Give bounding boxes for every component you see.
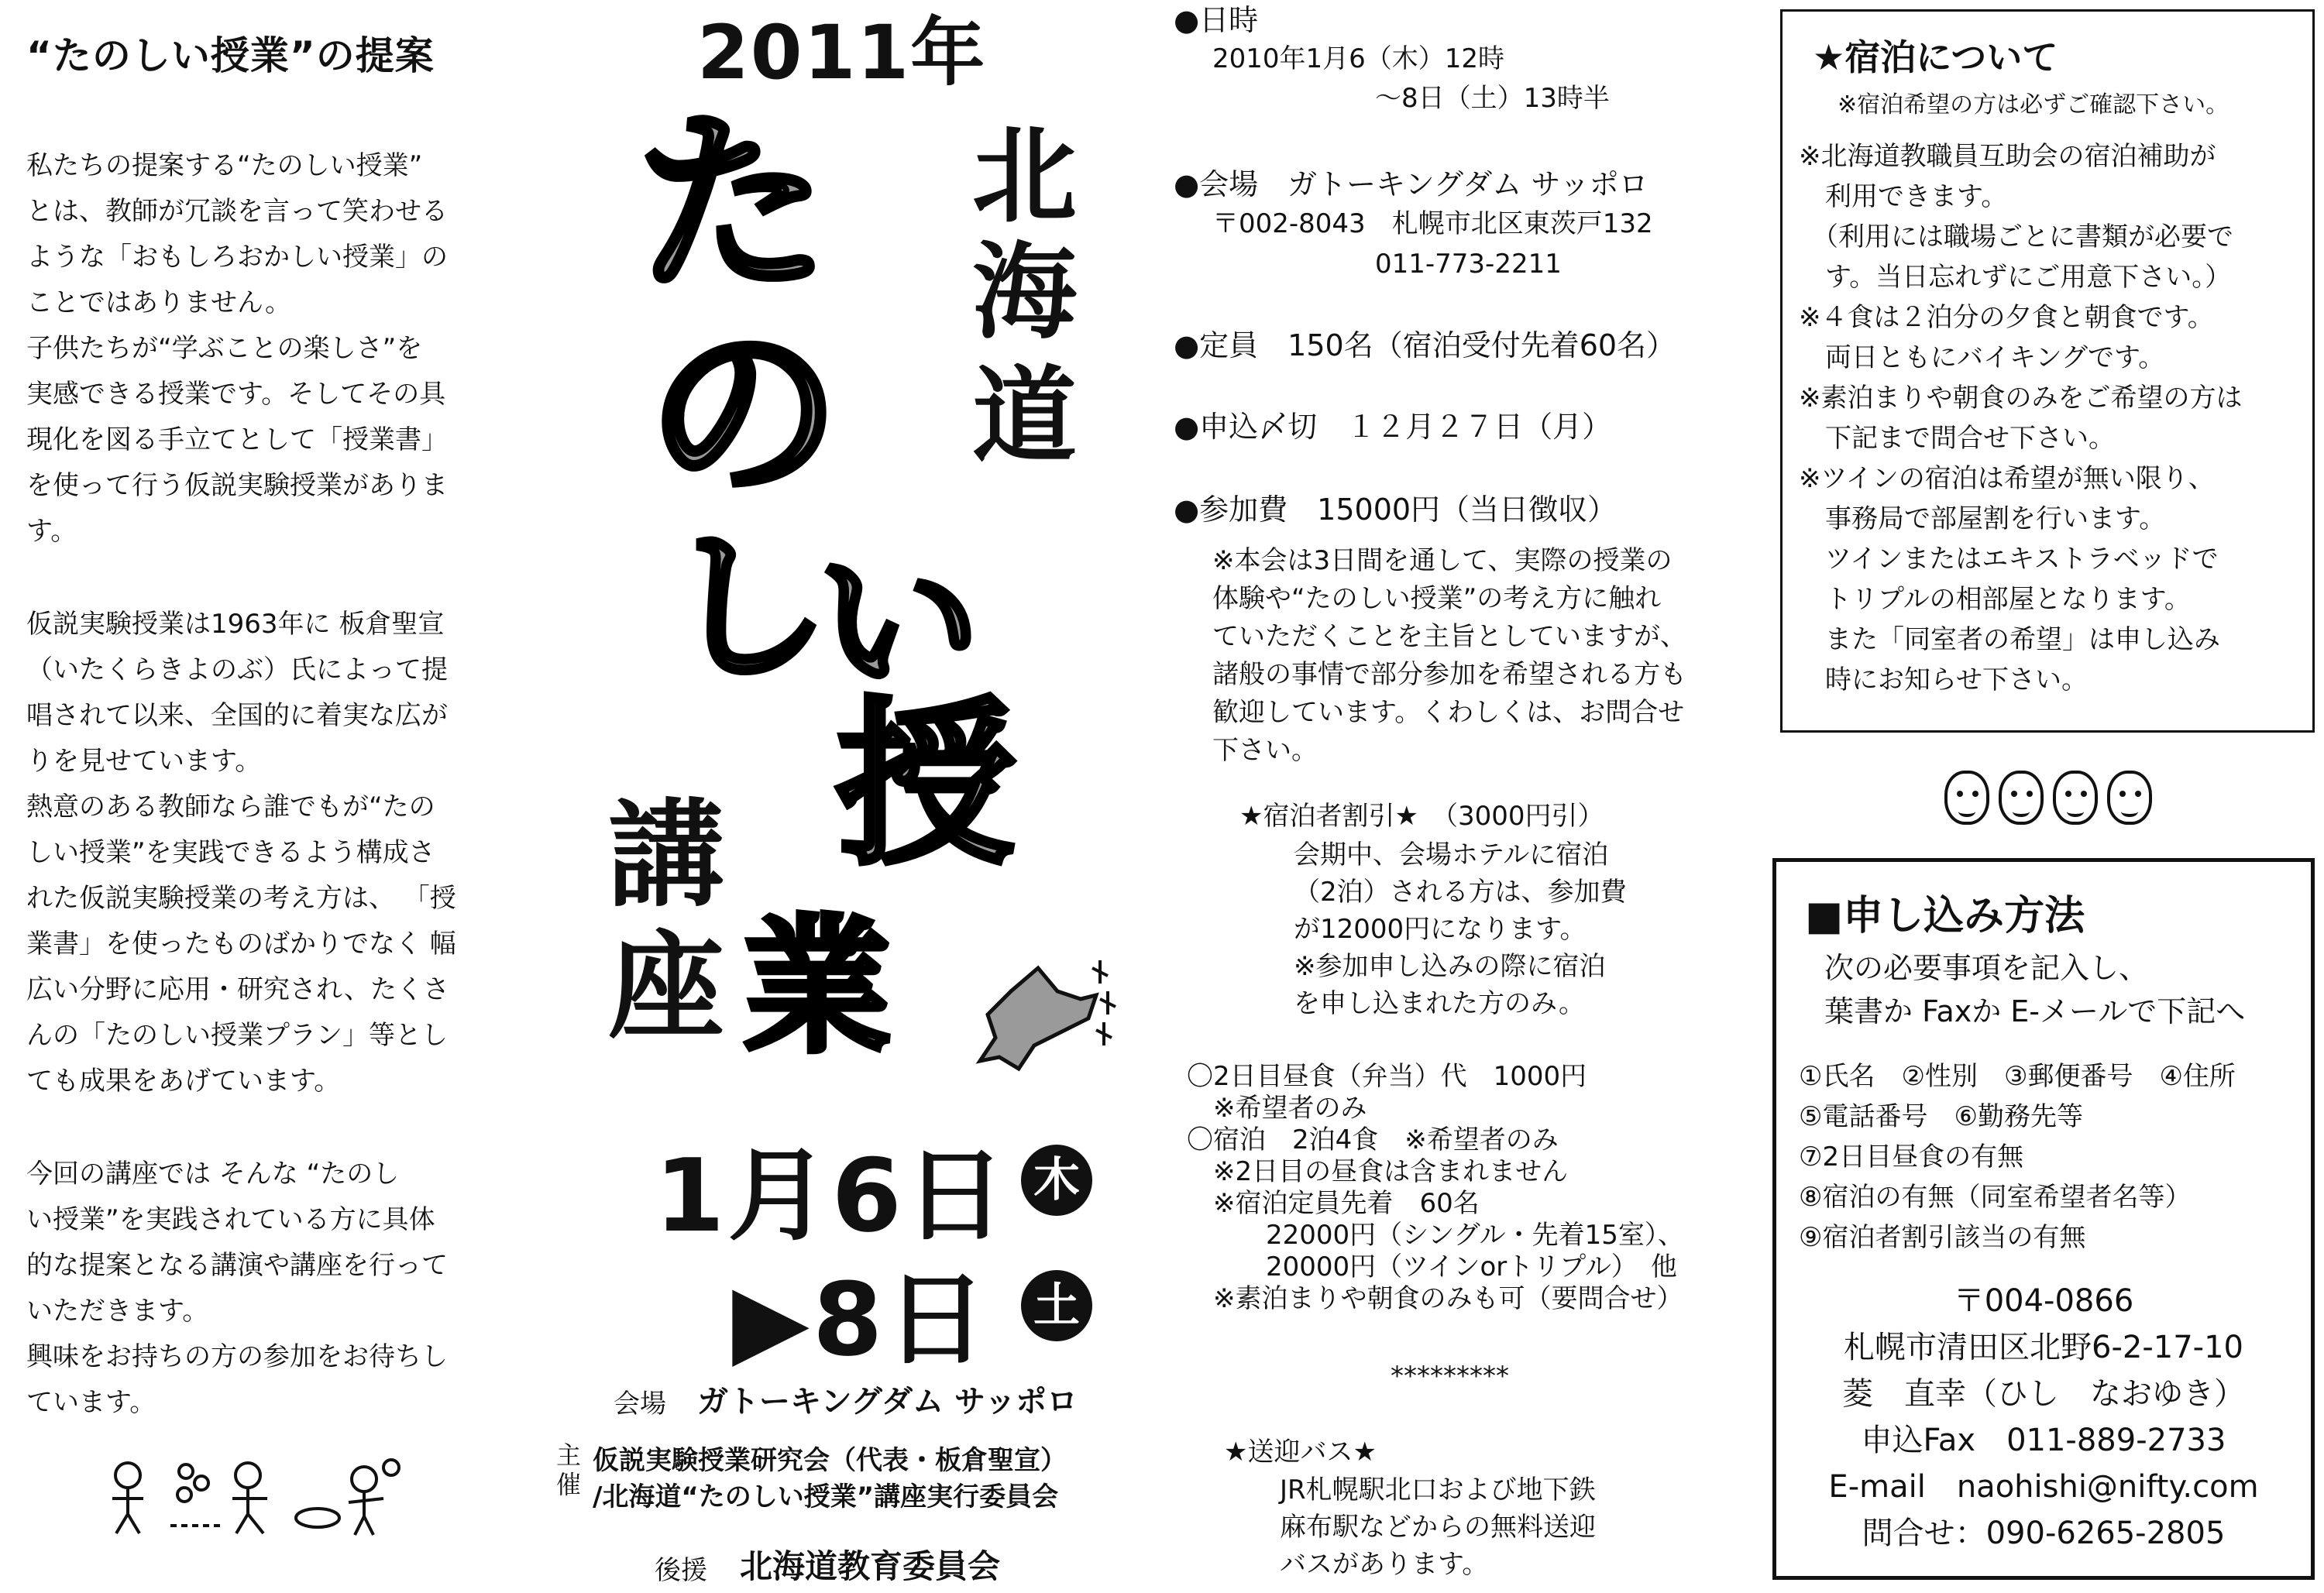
event-end-date: ▶8日	[732, 1261, 990, 1378]
text-line: 広い分野に応用・研究され、たくさ	[26, 974, 450, 1005]
text-line: を使って行う仮説実験授業がありま	[26, 470, 448, 501]
text-line: 熱意のある教師なら誰でもが“たの	[26, 791, 435, 822]
discount-details	[1294, 836, 1627, 1022]
host-label-char: 催	[556, 1470, 582, 1499]
host-label	[556, 1440, 584, 1499]
text-line: とは、教師が冗談を言って笑わせる	[26, 196, 448, 227]
bus-heading: ★送迎バス★	[1224, 1437, 1377, 1468]
text-line: 唱されて以来、全国的に着実な広が	[26, 700, 448, 731]
text-line: ※ツインの宿泊は希望が無い限り、	[1799, 463, 2215, 494]
title-char: 授	[837, 682, 1016, 889]
text-line: ※北海道教職員互助会の宿泊補助が	[1799, 141, 2216, 172]
weekday-badge: 土	[1021, 1270, 1092, 1341]
text-line: 子供たちが“学ぶことの楽しさ”を	[26, 333, 423, 364]
title-char: の	[647, 301, 841, 527]
intro-paragraph	[26, 143, 507, 554]
text-line: れた仮説実験授業の考え方は、 「授	[26, 883, 456, 914]
text-line: 利用できます。	[1799, 181, 2008, 212]
weekday-badge: 木	[1021, 1145, 1092, 1216]
text-line: 事務局で部屋割を行います。	[1799, 503, 2166, 534]
text-line: 興味をお持ちの方の参加をお待ちし	[26, 1341, 448, 1372]
text-line: また「同室者の希望」は申し込み	[1799, 624, 2220, 655]
text-line: ていただくことを主旨としていますが、	[1212, 621, 1686, 652]
invitation-paragraph	[26, 1152, 507, 1426]
text-line: ※参加申し込みの際に宿泊	[1294, 951, 1606, 982]
region-char: 北	[972, 115, 1077, 237]
text-line: が12000円になります。	[1294, 914, 1587, 945]
datetime-heading: ●日時	[1174, 3, 1259, 37]
text-line: 20000円（ツインorトリプル） 他	[1187, 1251, 1677, 1282]
text-line: 実感できる授業です。そしてその具	[26, 379, 446, 410]
host-committee: /北海道“たのしい授業”講座実行委員会	[593, 1481, 1059, 1512]
text-line: 両日ともにバイキングです。	[1799, 342, 2165, 373]
face-icon	[1999, 771, 2044, 825]
face-icon	[2107, 771, 2152, 825]
optional-items	[1187, 1061, 1684, 1315]
host-label-char: 主	[556, 1440, 582, 1470]
discount-heading: ★宿泊者割引★ （3000円引）	[1239, 801, 1604, 832]
text-line: ツインまたはエキストラベッドで	[1799, 544, 2219, 575]
list-item: ⑤電話番号 ⑥勤務先等	[1799, 1101, 2083, 1132]
history-paragraph	[26, 602, 507, 1104]
text-line: （利用には職場ごとに書類が必要で	[1799, 221, 2233, 252]
text-line: 体験や“たのしい授業”の考え方に触れ	[1212, 583, 1662, 614]
contact-name: 菱 直幸（ひし なおゆき）	[1842, 1376, 2245, 1412]
title-char: い	[817, 528, 981, 718]
deadline-info: ●申込〆切 １２月２７日（月）	[1174, 410, 1612, 444]
text-line: ※宿泊定員先着 60名	[1187, 1188, 1480, 1219]
text-line: い授業”を実践されている方に具体	[26, 1204, 435, 1235]
list-item: ⑦2日目昼食の有無	[1799, 1142, 2024, 1172]
event-year: 2011年	[697, 9, 987, 96]
text-line: トリプルの相部屋となります。	[1799, 584, 2191, 615]
region-char: 道	[972, 355, 1077, 477]
text-line: ような「おもしろおかしい授業」の	[26, 242, 448, 273]
text-line: ※2日目の昼食は含まれません	[1187, 1156, 1569, 1187]
lodging-subtitle: ※宿泊希望の方は必ずご確認下さい。	[1838, 91, 2229, 118]
lodging-notes	[1799, 136, 2243, 700]
separator-stars: *********	[1391, 1361, 1509, 1392]
venue-label: 会場	[614, 1389, 666, 1420]
kouza-char: 講	[608, 788, 725, 923]
text-line: ても成果をあげています。	[26, 1066, 341, 1097]
list-item: ⑧宿泊の有無（同室希望者名等）	[1799, 1182, 2192, 1213]
text-line: 葉書か Faxか E-メールで下記へ	[1824, 994, 2246, 1028]
text-line: ※希望者のみ	[1187, 1093, 1367, 1124]
text-line: 下記まで問合せ下さい。	[1799, 423, 2115, 454]
text-line: 私たちの提案する“たのしい授業”	[26, 150, 423, 181]
text-line: ※本会は3日間を通して、実際の授業の	[1212, 545, 1673, 576]
text-line: 的な提案となる講演や講座を行って	[26, 1250, 448, 1281]
text-line: （いたくらきよのぶ）氏によって提	[26, 654, 448, 685]
text-line: 諸般の事情で部分参加を希望される方も	[1212, 659, 1686, 690]
text-line: JR札幌駅北口および地下鉄	[1280, 1475, 1596, 1505]
text-line: 現化を図る手立てとして「授業書」	[26, 424, 448, 455]
fee-notes	[1212, 542, 1686, 770]
kouza-char: 座	[608, 920, 725, 1055]
venue-address: 〒002-8043 札幌市北区東茨戸132	[1212, 208, 1653, 239]
contact-fax: 申込Fax 011-889-2733	[1861, 1423, 2226, 1458]
venue-heading: ●会場 ガトーキングダム サッポロ	[1174, 167, 1648, 201]
text-line: 麻布駅などからの無料送迎	[1280, 1512, 1596, 1543]
text-line: す。	[26, 516, 77, 547]
text-line: ※素泊まりや朝食のみも可（要問合せ）	[1187, 1283, 1683, 1314]
text-line: ことではありません。	[26, 287, 292, 318]
lodging-title: ★宿泊について	[1813, 36, 2058, 78]
text-line: 〇2日目昼食（弁当）代 1000円	[1187, 1061, 1587, 1092]
face-icon	[2053, 771, 2098, 825]
datetime-end: 〜8日（土）13時半	[1375, 83, 1610, 114]
list-item: ⑨宿泊者割引該当の有無	[1799, 1222, 2086, 1253]
support-label: 後援	[655, 1555, 707, 1586]
list-item: ①氏名 ②性別 ③郵便番号 ④住所	[1799, 1061, 2236, 1092]
contact-address: 札幌市清田区北野6-2-17-10	[1844, 1330, 2243, 1365]
text-line: 下さい。	[1212, 735, 1318, 766]
application-title: ■申し込み方法	[1805, 893, 2085, 939]
text-line: りを見せています。	[26, 746, 262, 777]
text-line: 今回の講座では そんな “たのし	[26, 1159, 400, 1190]
venue-name: ガトーキングダム サッポロ	[697, 1384, 1078, 1420]
text-line: いただきます。	[26, 1296, 209, 1327]
required-fields-list	[1799, 1056, 2236, 1258]
text-line: す。当日忘れずにご用意下さい。）	[1799, 262, 2232, 293]
text-line: 次の必要事項を記入し、	[1824, 951, 2149, 985]
contact-block	[1772, 1278, 2315, 1557]
text-line: んの「たのしい授業プラン」等とし	[26, 1020, 448, 1051]
children-illustration	[93, 1456, 403, 1541]
title-char: 業	[744, 901, 892, 1073]
face-icon	[1944, 771, 1989, 825]
application-intro	[1824, 946, 2245, 1033]
text-line: 〇宿泊 2泊4食 ※希望者のみ	[1187, 1124, 1559, 1155]
fee-info: ●参加費 15000円（当日徴収）	[1174, 493, 1618, 527]
text-line: を申し込まれた方のみ。	[1294, 988, 1586, 1019]
text-line: しい授業”を実践できるよう構成さ	[26, 837, 435, 868]
text-line: ています。	[26, 1387, 156, 1418]
support-name: 北海道教育委員会	[740, 1547, 1001, 1585]
text-line: ※４食は２泊分の夕食と朝食です。	[1799, 302, 2214, 333]
event-start-date: 1月6日	[655, 1137, 1009, 1255]
text-line: 業書」を使ったものばかりでなく 幅	[26, 929, 456, 960]
datetime-start: 2010年1月6（木）12時	[1212, 43, 1505, 74]
bus-details	[1280, 1471, 1596, 1583]
text-line: 会期中、会場ホテルに宿泊	[1294, 839, 1609, 870]
text-line: バスがあります。	[1280, 1549, 1489, 1580]
text-line: ※素泊まりや朝食のみをご希望の方は	[1799, 383, 2243, 414]
capacity-info: ●定員 150名（宿泊受付先着60名）	[1174, 328, 1676, 362]
host-organization: 仮説実験授業研究会（代表・板倉聖宣）	[593, 1445, 1067, 1476]
postal-code: 〒004-0866	[1953, 1283, 2134, 1319]
text-line: 仮説実験授業は1963年に 板倉聖宣	[26, 609, 445, 640]
contact-email[interactable]: E-mail naohishi@nifty.com	[1828, 1469, 2259, 1505]
hokkaido-map-icon	[964, 960, 1119, 1076]
title-char: し	[666, 513, 830, 702]
region-char: 海	[972, 232, 1077, 353]
text-line: 22000円（シングル・先着15室）、	[1187, 1220, 1684, 1251]
section-title: “たのしい授業”の提案	[26, 33, 435, 78]
text-line: 歓迎しています。くわしくは、お問合せ	[1212, 697, 1685, 728]
title-char: た	[635, 92, 829, 318]
text-line: （2泊）される方は、参加費	[1294, 877, 1627, 908]
text-line: 時にお知らせ下さい。	[1799, 664, 2088, 695]
venue-phone: 011-773-2211	[1375, 249, 1562, 280]
contact-phone: 問合せ：090-6265-2805	[1862, 1516, 2226, 1551]
